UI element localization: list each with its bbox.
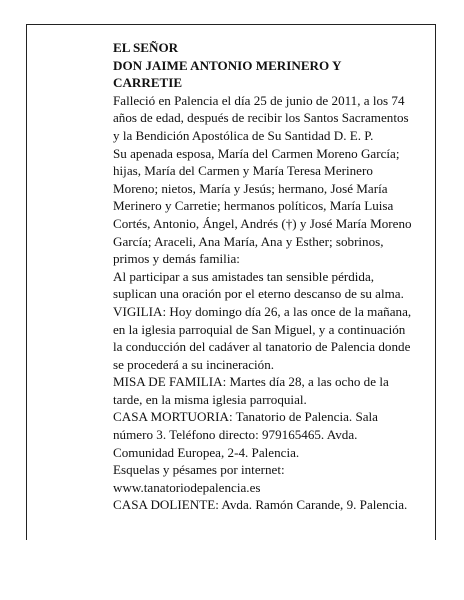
paragraph-family-mass: MISA DE FAMILIA: Martes día 28, a las ocho de la tarde, en la misma iglesia parroquial.	[113, 374, 389, 407]
paragraph-prayer-request: Al participar a sus amistades tan sensible pérdida, suplican una oración por el eterno descanso de su alma.	[113, 268, 404, 302]
title-line-1: EL SEÑOR	[113, 40, 179, 55]
paragraph-mourning-house: CASA DOLIENTE: Avda. Ramón Carande, 9. Palencia.	[113, 497, 408, 513]
title-line-2: DON JAIME ANTONIO MERINERO Y CARRETIE	[113, 57, 341, 91]
paragraph-death-notice: Falleció en Palencia el día 25 de junio de 2011, a los 74 años de edad, después de recibir los Santos Sacramentos y la Bendición Apostólica de Su Santidad D. E. P.	[113, 92, 409, 143]
obituary-text	[113, 39, 413, 514]
paragraph-funeral-home: CASA MORTUORIA: Tanatorio de Palencia. Sala número 3. Teléfono directo: 979165465. Avda. Comunidad Europea, 2-4. Palencia.	[113, 409, 378, 460]
paragraph-vigil: VIGILIA: Hoy domingo día 26, a las once de la mañana, en la iglesia parroquial de San Miguel, y a continuación la conducción del cadáver al tanatorio de Palencia donde se procederá a su incineración.	[113, 303, 412, 372]
paragraph-internet-condolences: Esquelas y pésames por internet: www.tanatoriodepalencia.es	[113, 462, 285, 495]
paragraph-family: Su apenada esposa, María del Carmen Moreno García; hijas, María del Carmen y María Teresa Merinero Moreno; nietos, María y Jesús; hermano, José María Merinero y Carretie; hermanos políticos, María Luisa Cortés, Antonio, Ángel, Andrés (†) y José María Moreno García; Araceli, Ana María, Ana y Esther; sobrinos, primos y demás familia:	[113, 145, 412, 267]
